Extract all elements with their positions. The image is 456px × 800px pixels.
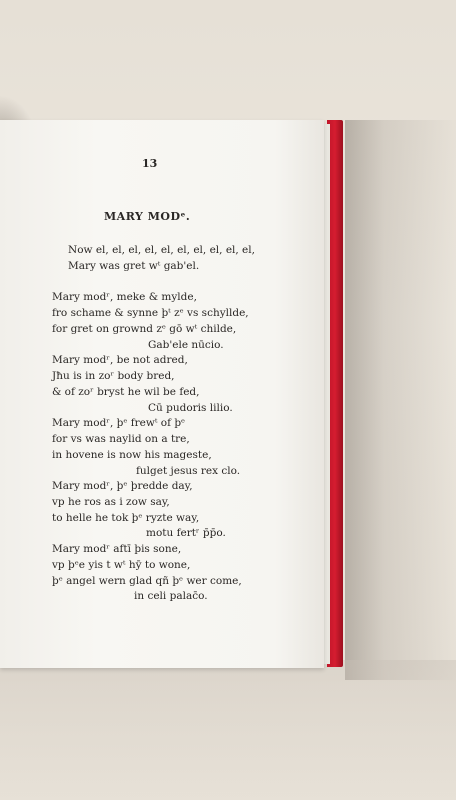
verse-line: fro schame & synne þᵗ zᵉ vs schyllde, xyxy=(52,307,249,319)
verse-line: Mary modʳ aftī þis sone, xyxy=(52,543,182,555)
right-shadow xyxy=(345,120,456,680)
verse-line: & of zoʳ bryst he wil be fed, xyxy=(52,386,200,398)
verse-line: vp þᵉe yis t wᵗ hȳ to wone, xyxy=(52,559,191,571)
page-number: 13 xyxy=(142,157,158,170)
verse-line: Mary modʳ, þᵉ frewᵗ of þᵉ xyxy=(52,417,186,429)
verse-line: Jħu is in zoʳ body bred, xyxy=(52,370,175,382)
book-page xyxy=(0,120,324,668)
verse-line: to helle he tok þᵉ ryzte way, xyxy=(52,512,200,524)
verse-line: Mary modʳ, þᵉ þredde day, xyxy=(52,480,193,492)
verse-line: vp he ros as i zow say, xyxy=(52,496,170,508)
latin-refrain: in celi palac̄o. xyxy=(134,590,208,602)
latin-refrain: fulget jesus rex clo. xyxy=(136,465,241,477)
latin-refrain: Cū pudoris lilio. xyxy=(148,402,233,414)
burden-line: Now el, el, el, el, el, el, el, el, el, el, xyxy=(68,244,255,256)
floor-shadow xyxy=(0,660,456,800)
latin-refrain: motu fertʳ p̄p̄o. xyxy=(146,527,226,539)
verse-line: in hovene is now his mageste, xyxy=(52,449,212,461)
burden-line: Mary was gret wᵗ gab'el. xyxy=(68,260,200,272)
book xyxy=(0,120,345,670)
latin-refrain: Gab'ele nūcio. xyxy=(148,339,224,351)
verse-line: for vs was naylid on a tre, xyxy=(52,433,190,445)
verse-line: for gret on grownd zᵉ gō wᵗ childe, xyxy=(52,323,237,335)
verse-line: Mary modʳ, meke & mylde, xyxy=(52,291,197,303)
verse-line: þᵉ angel wern glad qñ þᵉ wer come, xyxy=(52,575,242,587)
poem-title: MARY MODᵉ. xyxy=(104,210,191,223)
verse-line: Mary modʳ, be not adred, xyxy=(52,354,188,366)
